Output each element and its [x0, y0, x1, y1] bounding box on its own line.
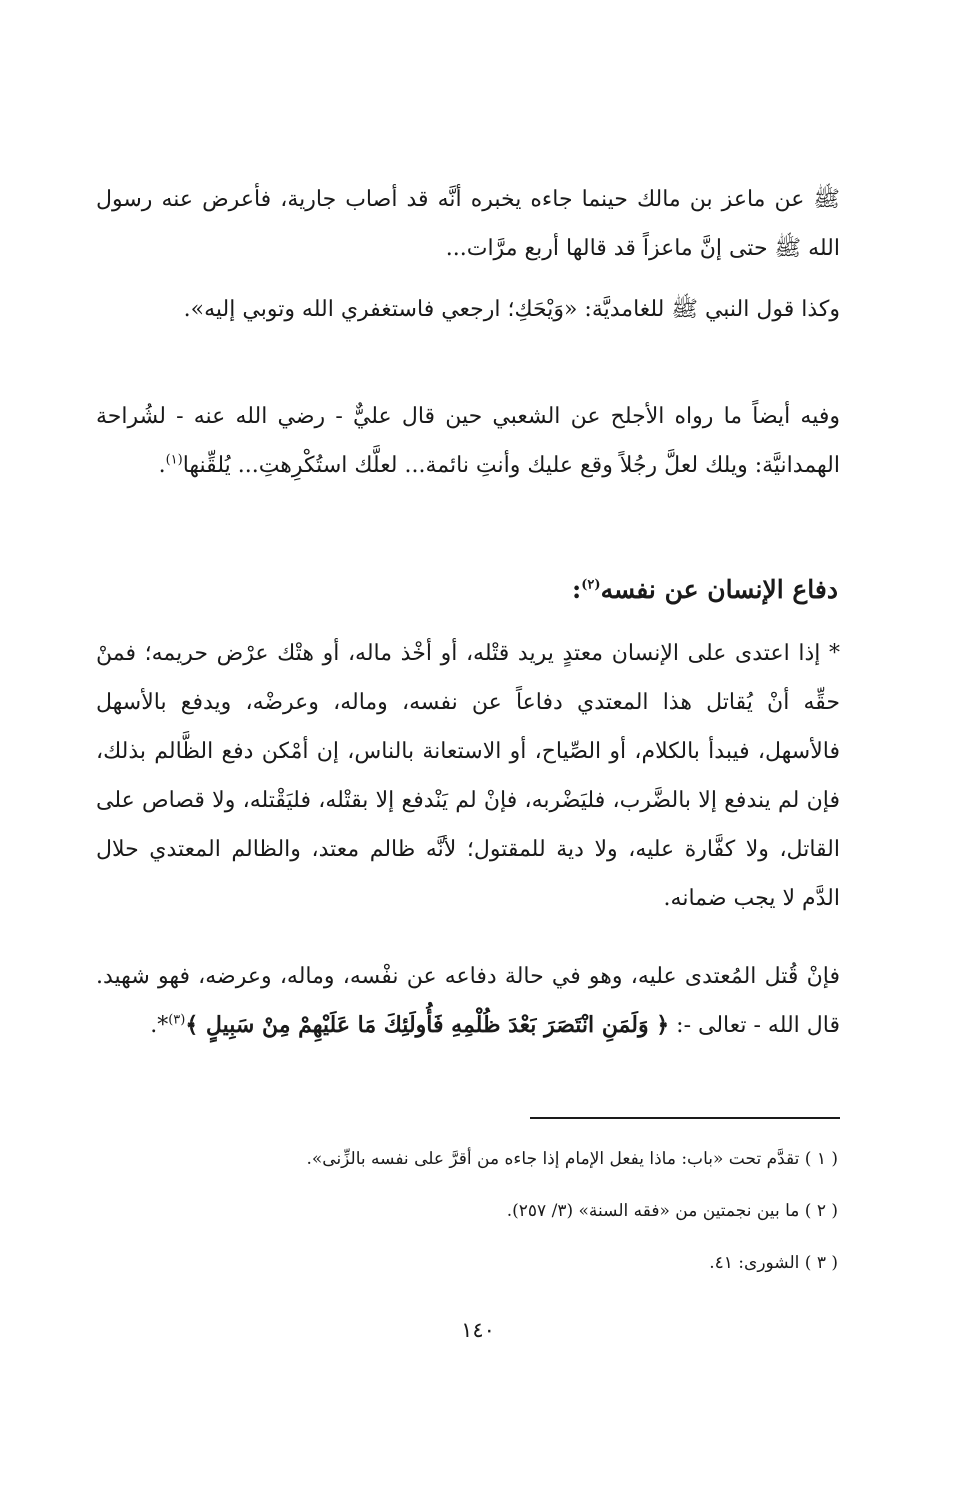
footnote-divider [530, 1117, 840, 1119]
paragraph-martyr-end: *. [150, 1013, 169, 1038]
paragraph-martyr [96, 952, 840, 1050]
section-heading [572, 570, 838, 610]
footnotes-list [116, 1133, 838, 1289]
paragraph-shuraha [96, 392, 840, 490]
paragraph-self-defense-text: * إذا اعتدى على الإنسان معتدٍ يريد قتْله، أو أخْذ ماله، أو هتْك عرْض حريمه؛ فمنْ حقِّه أنْ يُقاتل هذا المعتدي دفاعاً عن نفسه، وماله، وعرضْه، ويدفع بالأسهل فالأسهل، فيبدأ بالكلام، أو الصِّياح، أو الاستعانة بالناس، إن أمْكن دفع الظَّالم بذلك، فإن لم يندفع إلا بالضَّرب، فليَضْربه، فإنْ لم يَنْدفع إلا بقتْله، فليَقْتله، ولا قصاص على القاتل، ولا كفَّارة عليه، ولا دية للمقتول؛ لأنَّه ظالم معتد، والظالم المعتدي حلال الدَّم لا يجب ضمانه. [96, 641, 840, 911]
footnote-ref-1: (١) [165, 452, 183, 468]
section-heading-text: دفاع الإنسان عن نفسه [600, 575, 838, 604]
page-number: ١٤٠ [461, 1318, 495, 1342]
paragraph-shuraha-text: وفيه أيضاً ما رواه الأجلح عن الشعبي حين قال عليٌّ - رضي الله عنه - لشُراحة الهمدانيَّة: ويلك لعلَّ رجُلاً وقع عليك وأنتِ نائمة... لعلَّك استُكْرِهتِ... يُلقِّنها [96, 404, 840, 478]
quran-verse: ﴿ وَلَمَنِ انْتَصَرَ بَعْدَ ظُلْمِهِ فَأُولَئِكَ مَا عَلَيْهِمْ مِنْ سَبِيلٍ ﴾ [185, 1012, 670, 1038]
paragraph-maiz [96, 175, 840, 273]
footnote-ref-2: (٢) [581, 577, 601, 593]
footnote-2: ( ٢ ) ما بين نجمتين من «فقه السنة» (٣/ ٢٥٧). [506, 1201, 838, 1221]
paragraph-shuraha-end: . [158, 453, 166, 478]
section-heading-end: : [572, 575, 582, 604]
footnote-ref-3: (٣) [168, 1012, 186, 1028]
footnote-1: ( ١ ) تقدَّم تحت «باب: ماذا يفعل الإمام إذا جاءه من أقرَّ على نفسه بالزِّنى». [306, 1149, 838, 1169]
paragraph-maiz-text: ﷺ عن ماعز بن مالك حينما جاءه يخبره أنَّه قد أصاب جارية، فأعرض عنه رسول الله ﷺ حتى إنَّ ماعزاً قد قالها أربع مرَّات... [96, 187, 840, 261]
paragraph-martyr-lead: فإنْ قُتل المُعتدى عليه، وهو في حالة دفاعه عن نفْسه، وماله، وعرضه، فهو شهيد. قال الله - تعالى -: [96, 964, 840, 1038]
footnote-3: ( ٣ ) الشورى: ٤١. [709, 1253, 838, 1273]
paragraph-ghamidiyya [96, 285, 840, 334]
paragraph-ghamidiyya-text: وكذا قول النبي ﷺ للغامديَّة: «وَيْحَكِ؛ ارجعي فاستغفري الله وتوبي إليه». [183, 297, 840, 322]
paragraph-self-defense [96, 629, 840, 923]
